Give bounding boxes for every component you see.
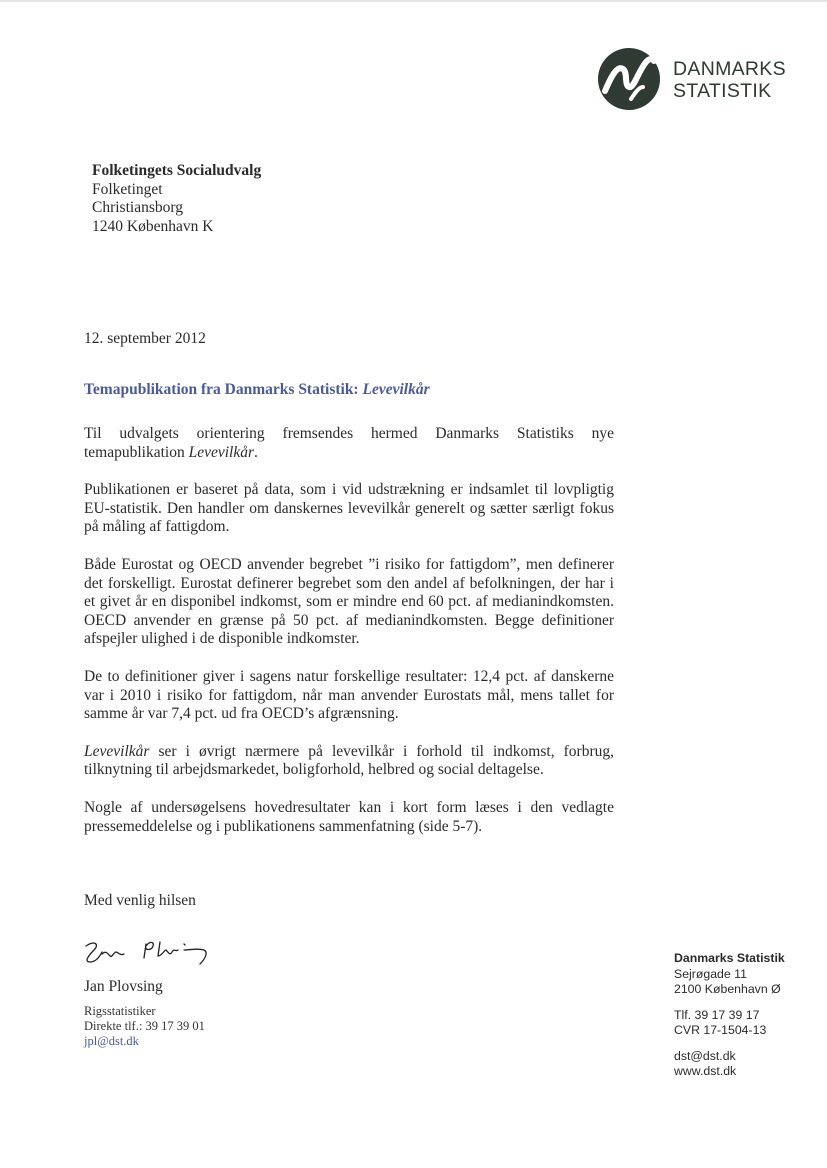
logo-wordmark xyxy=(673,58,786,102)
paragraph-5-text: ser i øvrigt nærmere på levevilkår i forhold til indkomst, forbrug, tilknytning til arbejdsmarkedet, boligforhold, helbred og social deltagelse. xyxy=(84,742,614,779)
paragraph-3: Både Eurostat og OECD anvender begrebet ”i risiko for fattigdom”, men definerer det forskelligt. Eurostat definerer begrebet som den andel af befolkningen, der har i et givet år en disponibel indkomst, som er mindre end 60 pct. af medianindkomsten. OECD anvender en grænse på 50 pct. af medianindkomsten. Begge definitioner afspejler ulighed i de disponible indkomster. xyxy=(84,555,614,648)
paragraph-5-title: Levevilkår xyxy=(84,742,150,760)
contact-web-link[interactable]: www.dst.dk xyxy=(674,1064,737,1078)
recipient-line-3: 1240 København K xyxy=(92,217,214,235)
paragraph-1-text: Til udvalgets orientering fremsendes hermed Danmarks Statistiks nye temapublikation xyxy=(84,425,614,461)
paragraph-1-end: . xyxy=(254,443,258,461)
signer-phone: Direkte tlf.: 39 17 39 01 xyxy=(84,1019,205,1033)
signer-title: Rigsstatistiker xyxy=(84,1004,156,1018)
paragraph-1 xyxy=(84,425,614,462)
paragraph-1-title: Levevilkår xyxy=(188,443,255,461)
scan-edge xyxy=(0,0,827,2)
letter-subject xyxy=(84,381,430,399)
contact-org: Danmarks Statistik xyxy=(674,951,785,965)
recipient-line-1: Folketinget xyxy=(92,180,163,198)
paragraph-6: Nogle af undersøgelsens hovedresultater kan i kort form læses i den vedlagte pressemeddelelse og i publikationens sammenfatning (side 5-7). xyxy=(84,798,614,835)
signer-name: Jan Plovsing xyxy=(84,978,163,995)
dst-logo-mark-icon xyxy=(597,47,661,111)
recipient-address xyxy=(92,162,261,236)
paragraph-5 xyxy=(84,743,614,780)
handwritten-signature xyxy=(80,934,230,974)
sender-contact-block xyxy=(674,951,785,1080)
recipient-line-2: Christiansborg xyxy=(92,199,183,216)
contact-cvr: CVR 17-1504-13 xyxy=(674,1023,767,1037)
contact-city: 2100 København Ø xyxy=(674,982,781,996)
signer-email-link[interactable]: jpl@dst.dk xyxy=(84,1034,139,1048)
paragraph-4: De to definitioner giver i sagens natur forskellige resultater: 12,4 pct. af danskerne var i 2010 i risiko for fattigdom, når man anvender Eurostats mål, mens tallet for samme år var 7,4 pct. ud fra OECD’s afgrænsning. xyxy=(84,667,614,723)
contact-street: Sejrøgade 11 xyxy=(674,966,747,981)
logo-line-1: DANMARKS xyxy=(673,58,786,80)
subject-title: Levevilkår xyxy=(362,381,430,398)
dst-logo xyxy=(597,47,797,117)
closing-salutation: Med venlig hilsen xyxy=(84,892,196,909)
logo-line-2: STATISTIK xyxy=(673,80,772,102)
contact-email-link[interactable]: dst@dst.dk xyxy=(674,1048,736,1063)
letter-date: 12. september 2012 xyxy=(84,330,206,347)
recipient-name: Folketingets Socialudvalg xyxy=(92,162,262,179)
contact-phone: Tlf. 39 17 39 17 xyxy=(674,1007,760,1022)
signer-details xyxy=(84,1004,205,1049)
letter-body xyxy=(84,425,614,855)
paragraph-2: Publikationen er baseret på data, som i vid udstrækning er indsamlet til lovpligtig EU-statistik. Den handler om danskernes levevilkår generelt og sætter særligt fokus på måling af fattigdom. xyxy=(84,481,614,536)
subject-prefix: Temapublikation fra Danmarks Statistik: xyxy=(84,381,363,398)
